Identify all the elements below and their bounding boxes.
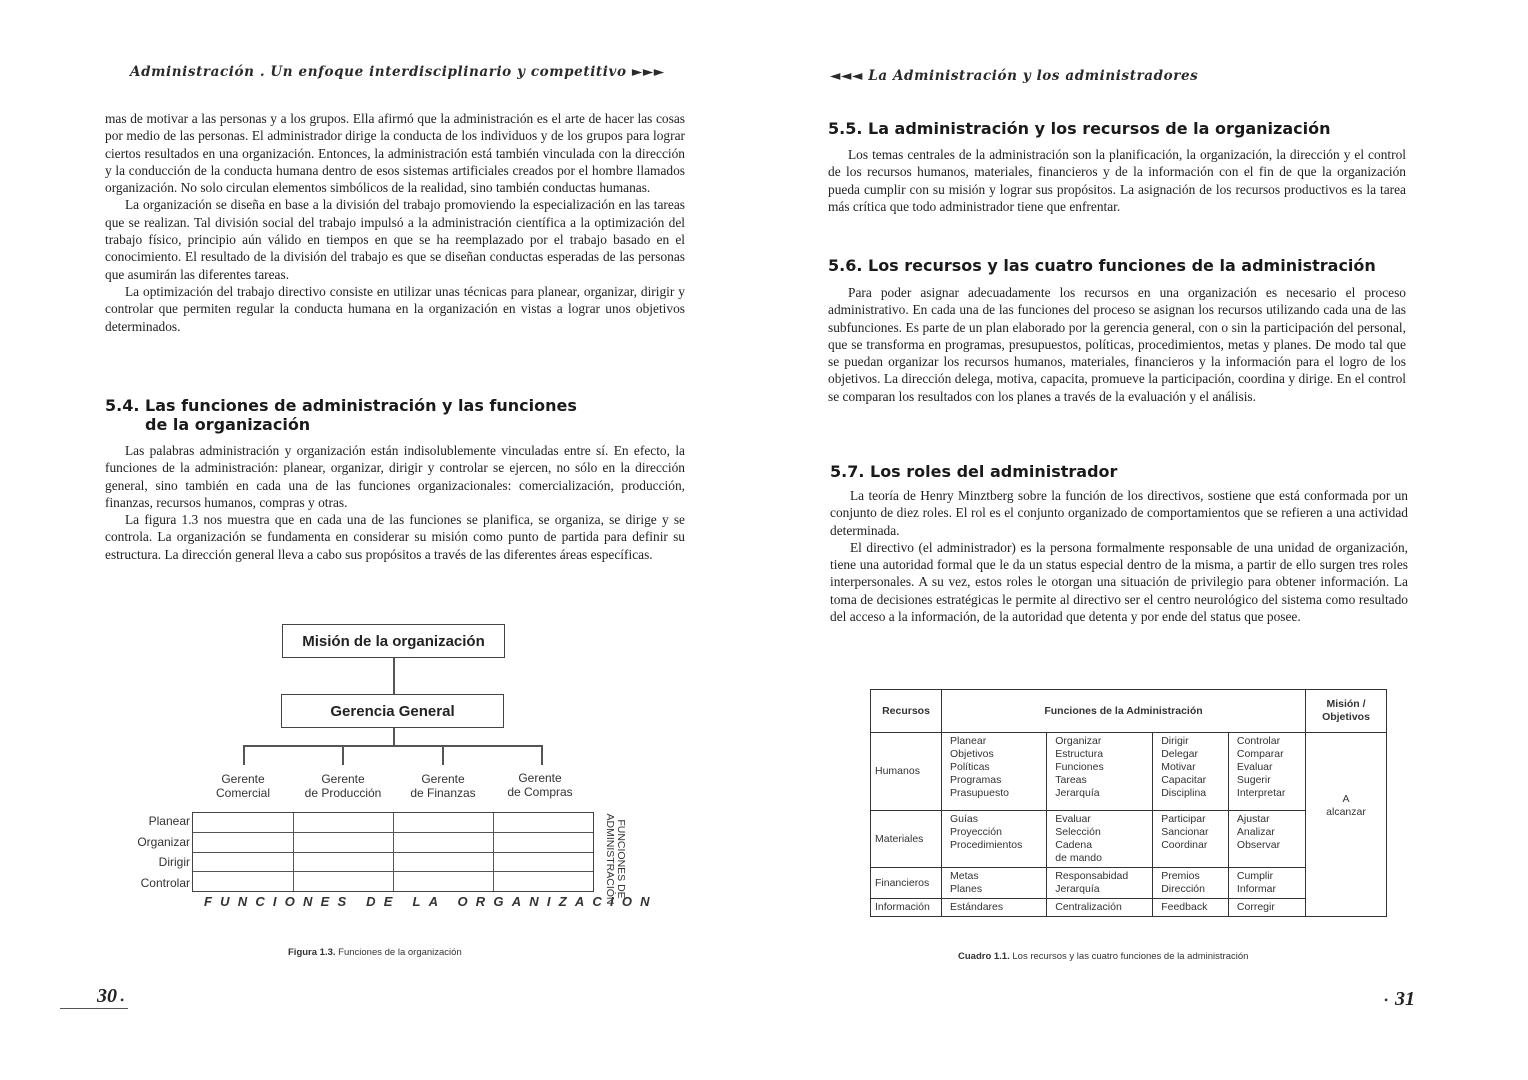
table-cell: Ajustar Analizar Observar — [1228, 811, 1305, 868]
function-label: Dirigir — [158, 855, 190, 869]
table-cell: Planear Objetivos Políticas Programas Prasupuesto — [942, 733, 1047, 811]
functions-grid — [192, 812, 594, 892]
general-management-box: Gerencia General — [281, 694, 504, 728]
paragraph: Los temas centrales de la administración son la planificación, la organización, la dirección y el control de los recursos humanos, materiales, financieros y de la información con el fin de que la organización pueda cumplir con su misión y lograr sus propósitos. La asignación de los recursos productivos es la tarea más crítica que todo administrador tiene que enfrentar. — [828, 147, 1406, 214]
ornament-icon: • — [1384, 993, 1389, 1007]
connector-line — [541, 745, 543, 765]
paragraph: mas de motivar a las personas y a los grupos. Ella afirmó que la administración es el arte de hacer las cosas por medio de las personas. El administrador dirige la conducta de los individuos y de los grupos para lograr ciertos resultados en una organización. Entonces, la administración está también vinculada con la dirección y la conducción de la conducta humana dentro de esos sistemas artificiales creados por el hombre llamados organización. No solo circulan elementos simbólicos de la realidad, sino también conductas humanas. — [105, 111, 685, 196]
caption-text: Funciones de la organización — [338, 947, 462, 958]
table-cell: Participar Sancionar Coordinar — [1153, 811, 1229, 868]
function-label: Planear — [148, 814, 190, 828]
table-cell: Premios Dirección — [1153, 868, 1229, 899]
caption-label: Cuadro 1.1. — [958, 951, 1010, 962]
header-cell: Funciones de la Administración — [942, 690, 1306, 733]
manager-label: Gerente Comercial — [215, 772, 270, 800]
section-5-5-text — [828, 146, 1406, 215]
resource-cell: Materiales — [871, 811, 942, 868]
table-cell: Organizar Estructura Funciones Tareas Jerarquía — [1047, 733, 1153, 811]
mission-cell: A alcanzar — [1306, 733, 1387, 917]
figure-caption — [288, 947, 462, 958]
table-cell: Cumplir Informar — [1228, 868, 1305, 899]
connector-line — [342, 745, 344, 765]
page-number-left: 30 — [97, 985, 117, 1007]
connector-line — [393, 658, 395, 694]
connector-line — [393, 728, 395, 745]
ornament-icon: • — [120, 993, 125, 1007]
admin-functions-axis-label: FUNCIONES DE ADMINISTRACIÓN — [604, 813, 627, 905]
section-heading-5-6: 5.6. Los recursos y las cuatro funciones de la administración — [828, 256, 1376, 275]
paragraph: La organización se diseña en base a la división del trabajo promoviendo la especialización en las tareas que se realizan. Tal división social del trabajo impulsó a la administración científica a la optimización del trabajo físico, principio aún válido en tiempos en que se ha reemplazado por el trabajo basado en el conocimiento. El resultado de la división del trabajo es que se diseñan conductas esperadas de las personas que asumirán las diferentes tareas. — [105, 197, 685, 282]
running-head-right: ◄◄◄ La Administración y los administradores — [830, 68, 1199, 84]
section-5-4-text — [105, 442, 685, 563]
heading-line: de la organización — [145, 415, 311, 434]
section-heading-5-7: 5.7. Los roles del administrador — [830, 462, 1118, 481]
paragraph: La optimización del trabajo directivo consiste en utilizar unas técnicas para planear, organizar, dirigir y controlar que permiten regular la conducta humana en la organización en vistas a lograr unos objetivos determinados. — [105, 283, 685, 334]
section-5-6-text — [828, 284, 1406, 405]
section-5-7-text — [830, 487, 1408, 625]
manager-label: Gerente de Compras — [507, 771, 573, 799]
paragraph: Las palabras administración y organización están indisolublemente vinculadas entre sí. En efecto, la funciones de la administración: planear, organizar, dirigir y controlar se ejercen, no sólo en la dirección general, sino también en cada una de las funciones organizacionales: comercialización, producción, finanzas, recursos humanos, compras y otras. — [105, 443, 685, 510]
paragraph: La teoría de Henry Minztberg sobre la función de los directivos, sostiene que está conformada por un conjunto de diez roles. El rol es el conjunto organizado de comportamientos que se refieren a una actividad determinada. — [830, 488, 1408, 538]
table-cell: Estándares — [942, 899, 1047, 917]
manager-label: Gerente de Producción — [304, 772, 382, 800]
connector-line — [243, 745, 245, 765]
function-label: Organizar — [137, 835, 190, 849]
table-cell: Corregir — [1228, 899, 1305, 917]
page-number-right: 31 — [1395, 988, 1415, 1010]
function-label: Controlar — [140, 876, 190, 890]
intro-text — [105, 110, 685, 335]
section-heading-5-4 — [105, 396, 705, 434]
org-functions-axis-label: FUNCIONES DE LA ORGANIZACION — [204, 894, 658, 909]
header-cell: Recursos — [871, 690, 942, 733]
connector-line — [442, 745, 444, 765]
paragraph: El directivo (el administrador) es la persona formalmente responsable de una unidad de organización, tiene una autoridad formal que le da un status especial dentro de la misma, a partir de ello surgen tres roles interpersonales. A su vez, estos roles le otorgan una situación de privilegio para obtener información. La toma de decisiones estratégicas le permite al directivo ser el centro neurológico del sistema como resultado del acceso a la información, de la autoridad que detenta y por ende del status que posee. — [830, 539, 1408, 625]
table-cell: Guías Proyección Procedimientos — [942, 811, 1047, 868]
resources-functions-table — [870, 689, 1387, 917]
resource-cell: Humanos — [871, 733, 942, 811]
caption-label: Figura 1.3. — [288, 947, 336, 958]
table-cell: Centralización — [1047, 899, 1153, 917]
resource-cell: Información — [871, 899, 942, 917]
running-head-left: Administración . Un enfoque interdisciplinario y competitivo ►►► — [130, 64, 665, 80]
table-row — [871, 733, 1387, 811]
header-cell: Misión / Objetivos — [1306, 690, 1387, 733]
section-heading-5-5: 5.5. La administración y los recursos de la organización — [828, 119, 1331, 138]
heading-line: 5.4. Las funciones de administración y las funciones — [105, 396, 577, 415]
table-header-row — [871, 690, 1387, 733]
table-cell: Controlar Comparar Evaluar Sugerir Interpretar — [1228, 733, 1305, 811]
footer-rule — [60, 1008, 128, 1009]
table-cell: Dirigir Delegar Motivar Capacitar Disciplina — [1153, 733, 1229, 811]
resource-cell: Financieros — [871, 868, 942, 899]
table-cell: Responsabidad Jerarquía — [1047, 868, 1153, 899]
mission-box: Misión de la organización — [282, 624, 505, 658]
table-caption — [958, 951, 1248, 962]
paragraph: La figura 1.3 nos muestra que en cada una de las funciones se planifica, se organiza, se dirige y se controla. La organización se fundamenta en considerar su misión como punto de partida para definir su estructura. La dirección general lleva a cabo sus propósitos a través de las diferentes áreas específicas. — [105, 512, 685, 562]
table-cell: Feedback — [1153, 899, 1229, 917]
manager-label: Gerente de Finanzas — [410, 772, 476, 800]
paragraph: Para poder asignar adecuadamente los recursos en una organización es necesario el proceso administrativo. En cada una de las funciones del proceso se asignan los recursos utilizando cada una de las subfunciones. Es parte de un plan elaborado por la gerencia general, con o sin la participación del personal, que se transforma en programas, presupuestos, políticas, procedimientos, metas y planes. De modo tal que se puedan organizar los recursos humanos, materiales, financieros y la información para el logro de los objetivos. La dirección delega, motiva, capacita, promueve la participación, coordina y dirige. En el control se comparan los resultados con los planes a través de la evaluación y el análisis. — [828, 285, 1406, 404]
table-cell: Evaluar Selección Cadena de mando — [1047, 811, 1153, 868]
table-cell: Metas Planes — [942, 868, 1047, 899]
caption-text: Los recursos y las cuatro funciones de la administración — [1012, 951, 1249, 962]
connector-line — [243, 745, 542, 747]
